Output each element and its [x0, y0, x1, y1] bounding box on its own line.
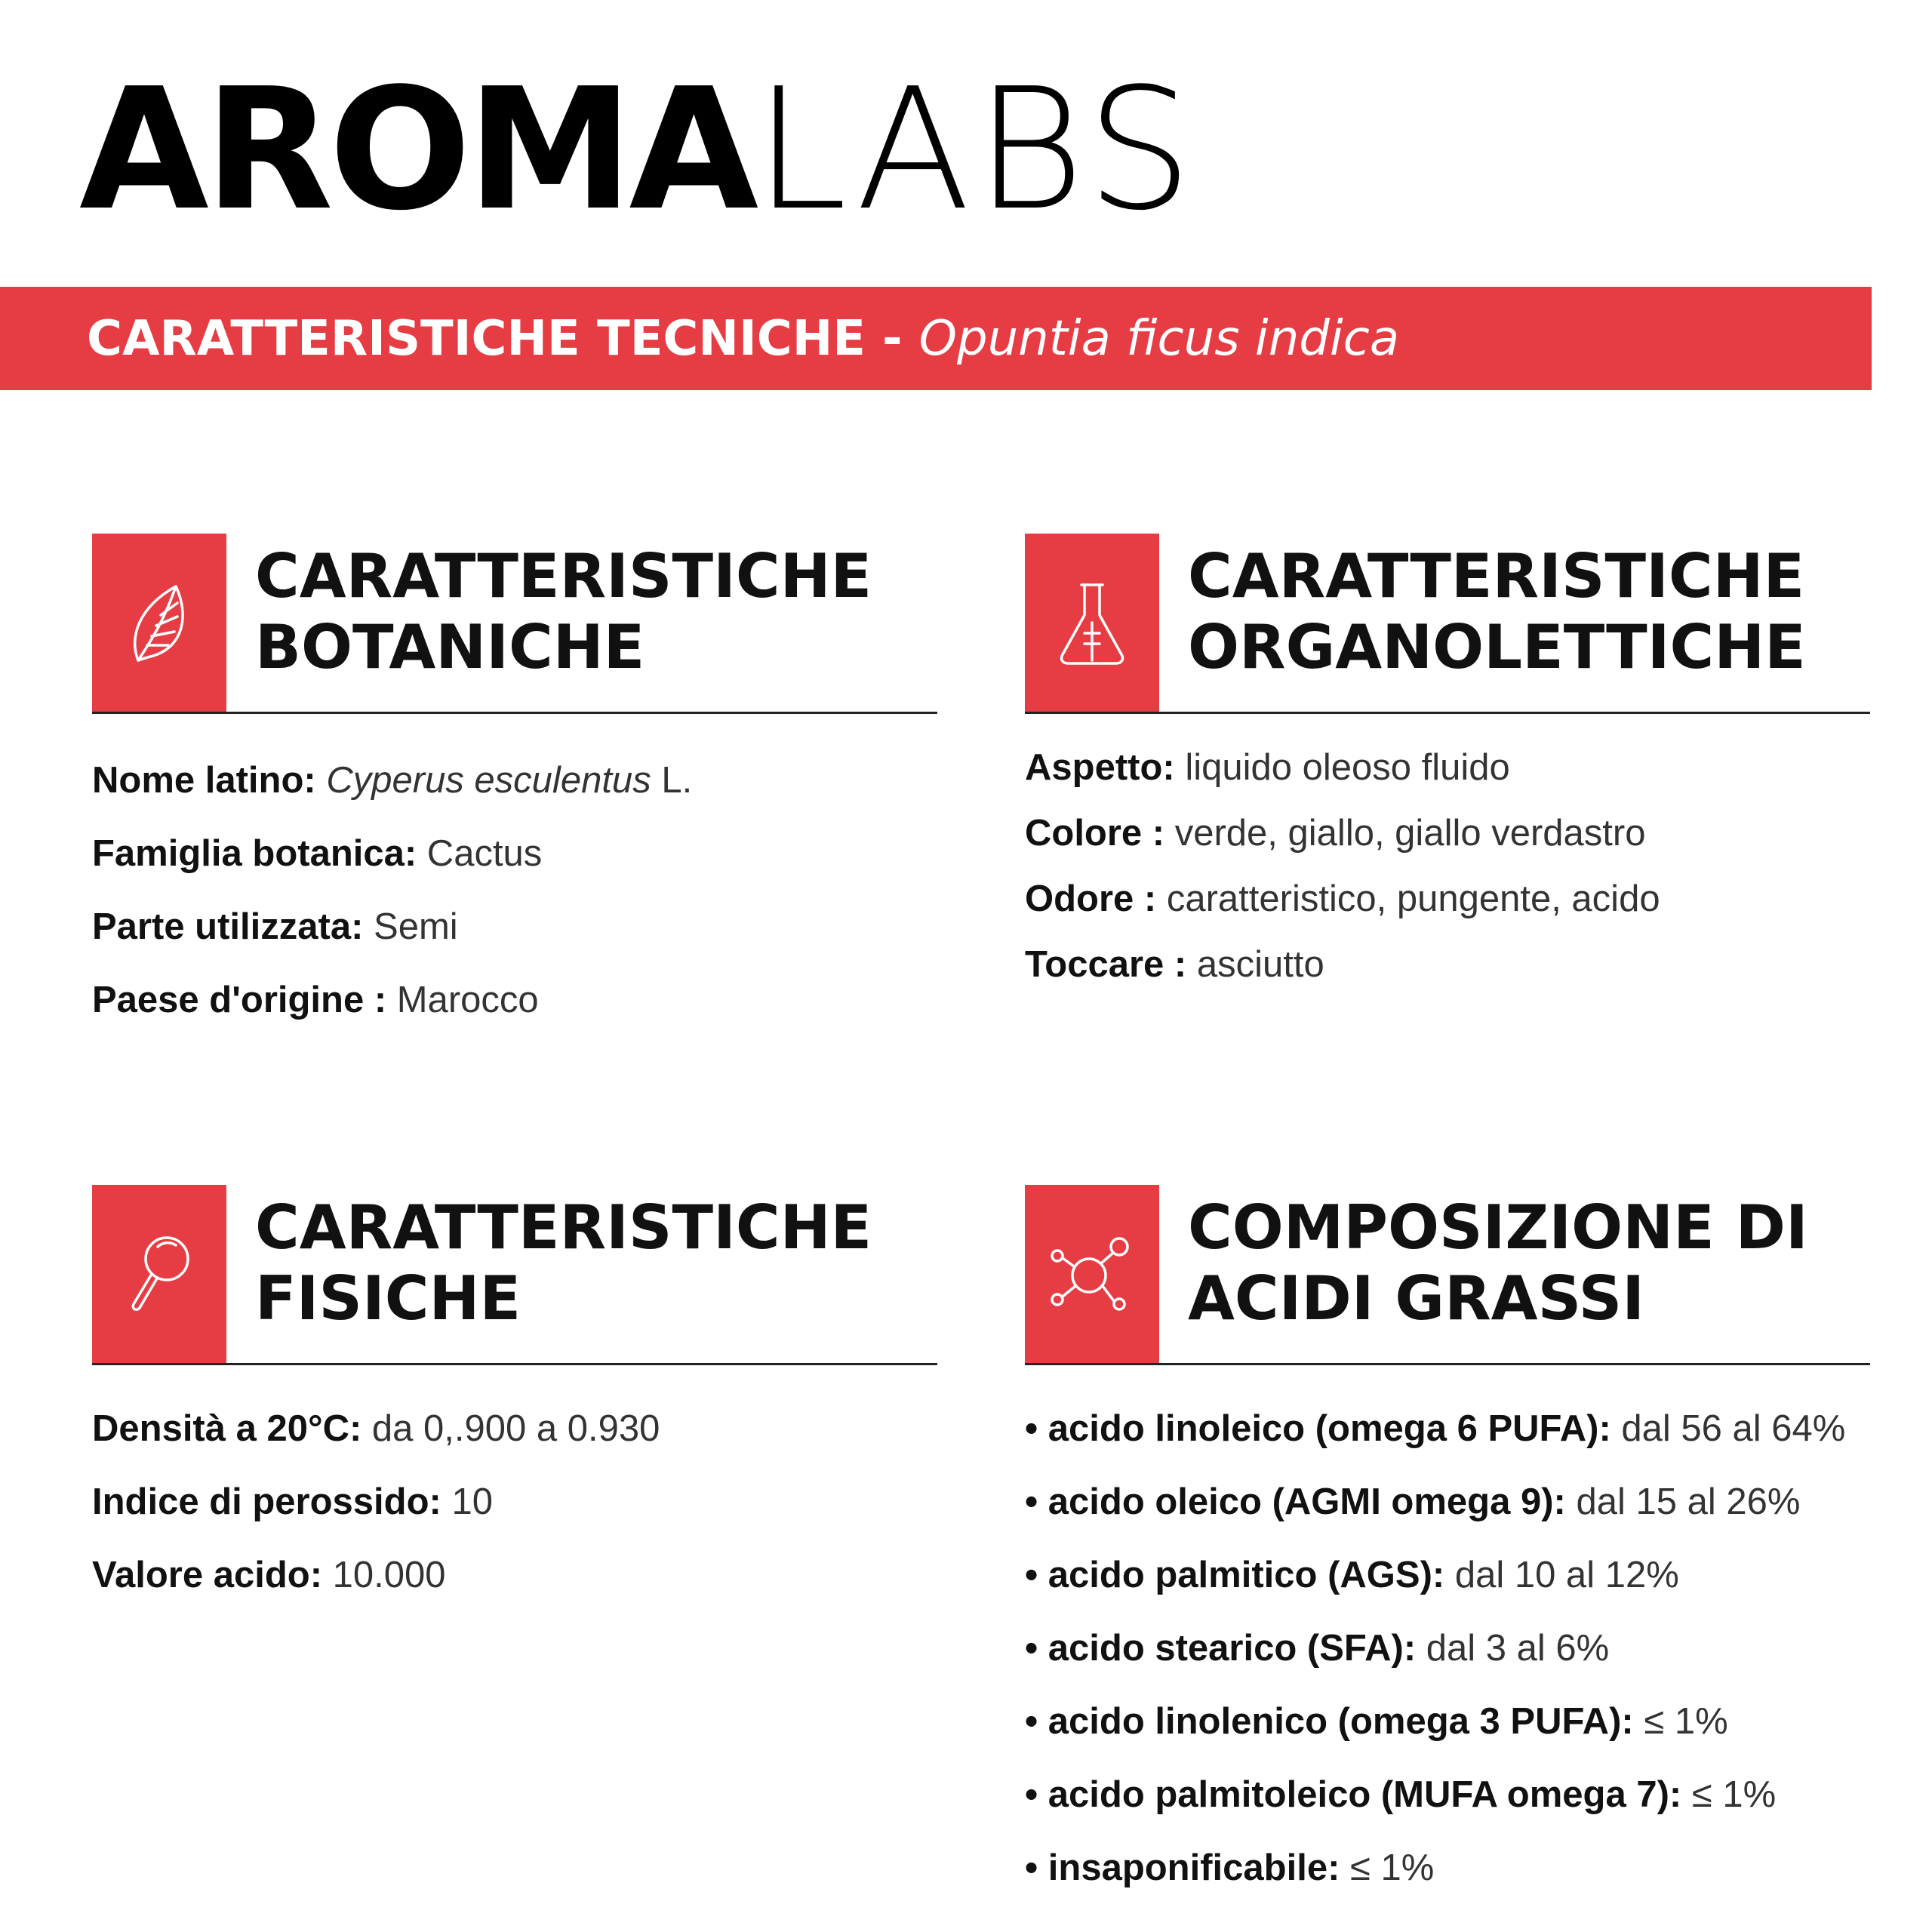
info-value: liquido oleoso fluido: [1174, 747, 1510, 788]
info-row: [92, 1392, 937, 1466]
info-list: [92, 744, 937, 1037]
list-item: [1025, 1832, 1870, 1905]
list-item: [1025, 1685, 1870, 1758]
info-value: Semi: [363, 906, 458, 947]
section-title-line1: CARATTERISTICHE: [1188, 541, 1805, 611]
magnifier-icon: [92, 1185, 226, 1363]
info-row: [1025, 801, 1870, 866]
info-label: Densità a 20°C:: [92, 1408, 362, 1449]
list-item: [1025, 1466, 1870, 1539]
title-banner: [0, 287, 1872, 390]
info-row: [92, 964, 937, 1037]
section-header: [92, 1185, 937, 1365]
list-item: [1025, 1392, 1870, 1466]
info-label: • acido linoleico (omega 6 PUFA):: [1025, 1408, 1611, 1449]
info-row: [1025, 735, 1870, 801]
flask-icon: [1025, 534, 1159, 712]
info-label: • insaponificabile:: [1025, 1847, 1340, 1888]
section-title-line1: CARATTERISTICHE: [255, 541, 872, 611]
info-label: Paese d'origine :: [92, 980, 387, 1020]
info-list: [1025, 1392, 1870, 1905]
list-item: [1025, 1758, 1870, 1832]
info-value: verde, giallo, giallo verdastro: [1164, 813, 1646, 854]
info-label: Indice di perossido:: [92, 1481, 441, 1522]
info-row: [92, 744, 937, 817]
section-title-line2: FISICHE: [255, 1263, 521, 1334]
info-value: da 0,.900 a 0.930: [361, 1408, 660, 1449]
section-botanical: [92, 534, 937, 1037]
info-row: [92, 1466, 937, 1539]
section-organoleptic: [1025, 534, 1870, 998]
info-row: [92, 891, 937, 964]
section-title-line1: COMPOSIZIONE DI: [1188, 1192, 1808, 1263]
info-value: asciutto: [1186, 944, 1324, 985]
info-value: dal 15 al 26%: [1565, 1481, 1801, 1522]
info-label: Toccare :: [1025, 944, 1187, 985]
info-label: • acido oleico (AGMI omega 9):: [1025, 1481, 1566, 1522]
info-label: • acido stearico (SFA):: [1025, 1628, 1417, 1669]
molecule-icon: [1025, 1185, 1159, 1363]
info-value: Cactus: [417, 833, 543, 874]
info-list: [1025, 735, 1870, 998]
list-item: [1025, 1539, 1870, 1612]
section-header: [92, 534, 937, 714]
banner-separator: -: [882, 310, 903, 367]
section-title-line1: CARATTERISTICHE: [255, 1192, 872, 1263]
info-value: Marocco: [386, 980, 539, 1020]
info-row: [92, 817, 937, 891]
section-title: [255, 1192, 872, 1334]
list-item: [1025, 1612, 1870, 1685]
leaf-icon: [92, 534, 226, 712]
info-label: Nome latino:: [92, 760, 316, 801]
section-title: [1188, 1192, 1808, 1334]
section-fatty-acids: [1025, 1185, 1870, 1905]
info-row: [1025, 866, 1870, 932]
info-row: [1025, 932, 1870, 998]
section-physical: [92, 1185, 937, 1612]
info-label: Odore :: [1025, 878, 1157, 919]
banner-title: CARATTERISTICHE TECNICHE: [87, 310, 866, 367]
section-header: [1025, 534, 1870, 714]
info-label: Famiglia botanica:: [92, 833, 417, 874]
info-value: ≤ 1%: [1633, 1701, 1728, 1742]
section-title: [255, 541, 872, 683]
section-title-line2: ACIDI GRASSI: [1188, 1263, 1644, 1334]
info-list: [92, 1392, 937, 1612]
info-value: [326, 760, 692, 801]
section-header: [1025, 1185, 1870, 1365]
info-label: • acido palmitico (AGS):: [1025, 1555, 1445, 1595]
brand-logo: [79, 53, 1198, 248]
info-value-suffix: L.: [651, 760, 693, 801]
info-value-italic: Cyperus esculentus: [326, 760, 651, 801]
section-title-line2: ORGANOLETTICHE: [1188, 612, 1806, 682]
logo-light-text: LABS: [754, 53, 1198, 248]
info-value: dal 10 al 12%: [1444, 1555, 1679, 1595]
section-title-line2: BOTANICHE: [255, 612, 645, 682]
info-value: dal 3 al 6%: [1416, 1628, 1610, 1669]
info-label: Valore acido:: [92, 1555, 323, 1595]
info-value: ≤ 1%: [1681, 1774, 1777, 1815]
info-value: caratteristico, pungente, acido: [1156, 878, 1660, 919]
logo-strong-text: AROMA: [79, 53, 755, 248]
info-value: 10.000: [322, 1555, 446, 1595]
info-label: Parte utilizzata:: [92, 906, 364, 947]
info-row: [92, 1539, 937, 1612]
info-value: ≤ 1%: [1340, 1847, 1435, 1888]
info-value: 10: [441, 1481, 493, 1522]
section-title: [1188, 541, 1806, 683]
info-value: dal 56 al 64%: [1611, 1408, 1846, 1449]
info-label: • acido palmitoleico (MUFA omega 7):: [1025, 1774, 1682, 1815]
info-label: Aspetto:: [1025, 747, 1175, 788]
banner-subtitle: Opuntia ficus indica: [918, 310, 1400, 367]
info-label: • acido linolenico (omega 3 PUFA):: [1025, 1701, 1634, 1742]
info-label: Colore :: [1025, 813, 1165, 854]
